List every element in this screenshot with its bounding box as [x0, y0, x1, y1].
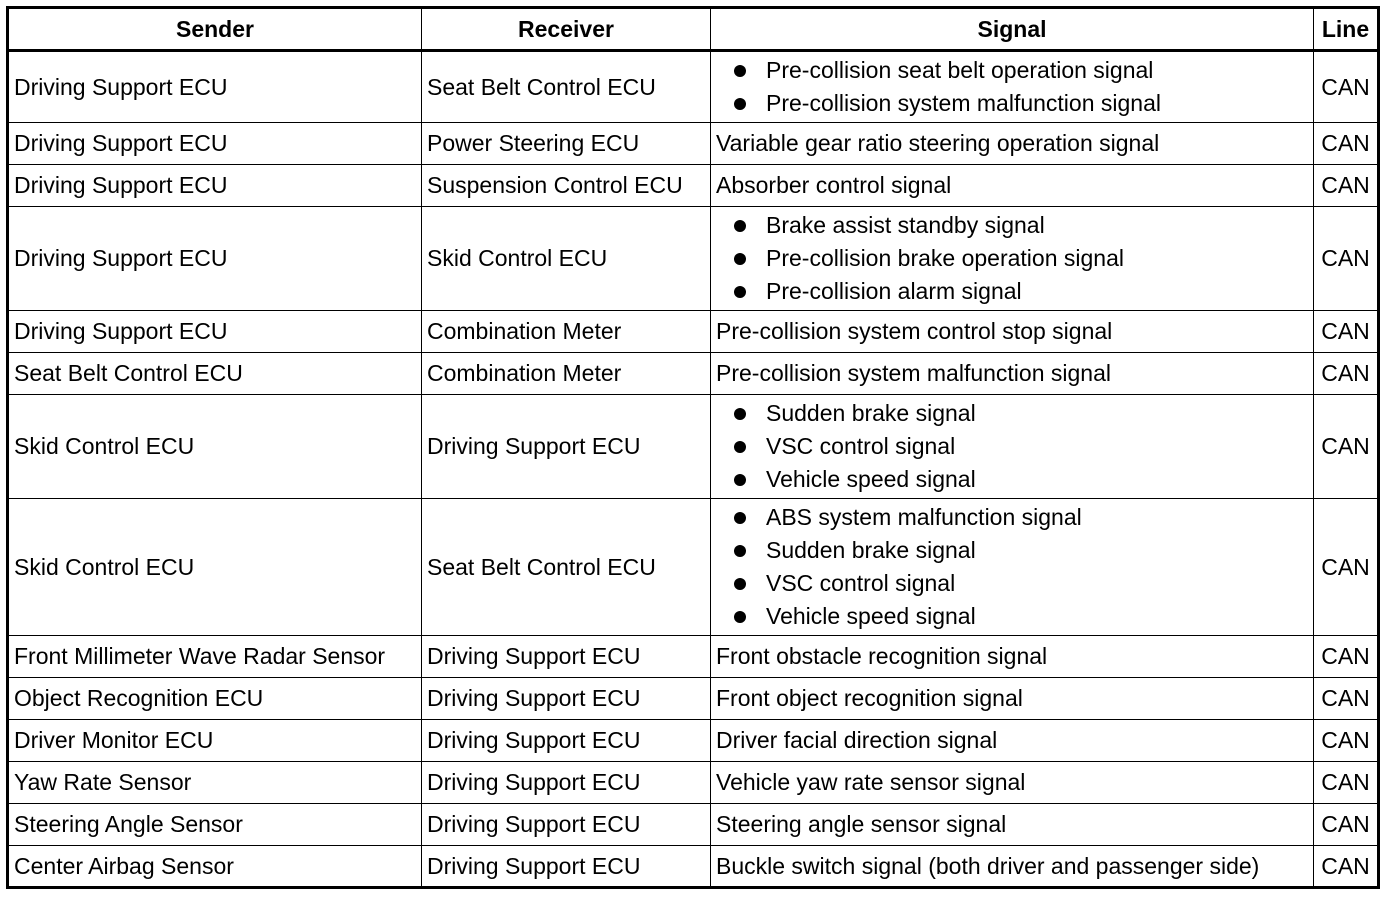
header-receiver: Receiver: [422, 8, 711, 51]
sender-cell: Driving Support ECU: [8, 123, 422, 165]
signal-text: Pre-collision brake operation signal: [766, 245, 1124, 271]
signal-cell: [711, 395, 1314, 499]
signal-cell: [711, 311, 1314, 353]
signal-text: ABS system malfunction signal: [766, 504, 1082, 530]
signal-list-item: [728, 242, 1308, 275]
signal-cell: [711, 846, 1314, 888]
sender-cell: Steering Angle Sensor: [8, 804, 422, 846]
table-row: [8, 762, 1379, 804]
sender-cell: Driving Support ECU: [8, 207, 422, 311]
sender-cell: Object Recognition ECU: [8, 678, 422, 720]
signal-text: Variable gear ratio steering operation signal: [716, 130, 1160, 156]
header-line: Line: [1314, 8, 1379, 51]
signal-text: Sudden brake signal: [766, 400, 976, 426]
signal-list-item: [728, 430, 1308, 463]
signal-cell: [711, 207, 1314, 311]
bullet-icon: [734, 578, 746, 590]
receiver-cell: Skid Control ECU: [422, 207, 711, 311]
table-row: [8, 353, 1379, 395]
line-cell: CAN: [1314, 636, 1379, 678]
bullet-icon: [734, 98, 746, 110]
signal-text: Steering angle sensor signal: [716, 811, 1007, 837]
line-cell: CAN: [1314, 395, 1379, 499]
sender-cell: Skid Control ECU: [8, 499, 422, 636]
signal-cell: [711, 123, 1314, 165]
signal-cell: [711, 762, 1314, 804]
receiver-cell: Driving Support ECU: [422, 762, 711, 804]
bullet-icon: [734, 545, 746, 557]
signal-text: VSC control signal: [766, 570, 956, 596]
signal-text: Brake assist standby signal: [766, 212, 1045, 238]
receiver-cell: Driving Support ECU: [422, 846, 711, 888]
table-row: [8, 311, 1379, 353]
signal-text: Vehicle yaw rate sensor signal: [716, 769, 1026, 795]
table-row: [8, 846, 1379, 888]
receiver-cell: Seat Belt Control ECU: [422, 51, 711, 123]
bullet-icon: [734, 286, 746, 298]
signal-text: Driver facial direction signal: [716, 727, 998, 753]
signal-cell: [711, 165, 1314, 207]
signal-list-item: [728, 463, 1308, 496]
bullet-icon: [734, 611, 746, 623]
sender-cell: Skid Control ECU: [8, 395, 422, 499]
signal-text: Absorber control signal: [716, 172, 952, 198]
line-cell: CAN: [1314, 846, 1379, 888]
signal-list: [716, 395, 1308, 498]
sender-cell: Driving Support ECU: [8, 165, 422, 207]
sender-cell: Driving Support ECU: [8, 51, 422, 123]
line-cell: CAN: [1314, 804, 1379, 846]
sender-cell: Front Millimeter Wave Radar Sensor: [8, 636, 422, 678]
line-cell: CAN: [1314, 762, 1379, 804]
bullet-icon: [734, 441, 746, 453]
signal-text: Pre-collision system malfunction signal: [716, 360, 1111, 386]
signal-list-item: [728, 600, 1308, 633]
signal-cell: [711, 804, 1314, 846]
signal-text: Front obstacle recognition signal: [716, 643, 1048, 669]
sender-cell: Driver Monitor ECU: [8, 720, 422, 762]
signal-text: Pre-collision alarm signal: [766, 278, 1022, 304]
bullet-icon: [734, 65, 746, 77]
receiver-cell: Combination Meter: [422, 353, 711, 395]
signal-text: Buckle switch signal (both driver and passenger side): [716, 852, 1260, 879]
receiver-cell: Combination Meter: [422, 311, 711, 353]
table-row: [8, 395, 1379, 499]
signal-list: [716, 52, 1308, 122]
line-cell: CAN: [1314, 499, 1379, 636]
table-row: [8, 207, 1379, 311]
line-cell: CAN: [1314, 353, 1379, 395]
header-sender: Sender: [8, 8, 422, 51]
line-cell: CAN: [1314, 165, 1379, 207]
table-row: [8, 636, 1379, 678]
signal-text: Pre-collision system malfunction signal: [766, 90, 1161, 116]
sender-cell: Yaw Rate Sensor: [8, 762, 422, 804]
signal-text: Vehicle speed signal: [766, 466, 976, 492]
sender-cell: Seat Belt Control ECU: [8, 353, 422, 395]
table-header: [8, 8, 1379, 51]
signal-list-item: [728, 567, 1308, 600]
signal-text: Pre-collision seat belt operation signal: [766, 57, 1154, 83]
line-cell: CAN: [1314, 720, 1379, 762]
signal-list-item: [728, 501, 1308, 534]
receiver-cell: Driving Support ECU: [422, 395, 711, 499]
receiver-cell: Power Steering ECU: [422, 123, 711, 165]
receiver-cell: Seat Belt Control ECU: [422, 499, 711, 636]
line-cell: CAN: [1314, 207, 1379, 311]
bullet-icon: [734, 474, 746, 486]
header-signal: Signal: [711, 8, 1314, 51]
signal-list-item: [728, 209, 1308, 242]
line-cell: CAN: [1314, 51, 1379, 123]
sender-cell: Driving Support ECU: [8, 311, 422, 353]
sender-cell: Center Airbag Sensor: [8, 846, 422, 888]
signal-cell: [711, 636, 1314, 678]
bullet-icon: [734, 220, 746, 232]
table-row: [8, 165, 1379, 207]
signal-list-item: [728, 534, 1308, 567]
table-body: [8, 51, 1379, 888]
header-row: [8, 8, 1379, 51]
signal-text: Pre-collision system control stop signal: [716, 318, 1113, 344]
signal-cell: [711, 678, 1314, 720]
line-cell: CAN: [1314, 123, 1379, 165]
receiver-cell: Driving Support ECU: [422, 636, 711, 678]
signal-cell: [711, 353, 1314, 395]
signal-cell: [711, 51, 1314, 123]
signal-list-item: [728, 87, 1308, 120]
line-cell: CAN: [1314, 311, 1379, 353]
table-row: [8, 51, 1379, 123]
signal-cell: [711, 720, 1314, 762]
signal-text: Vehicle speed signal: [766, 603, 976, 629]
signal-list-item: [728, 54, 1308, 87]
signal-list-item: [728, 275, 1308, 308]
signal-list: [716, 499, 1308, 635]
receiver-cell: Driving Support ECU: [422, 720, 711, 762]
signal-cell: [711, 499, 1314, 636]
signal-text: Front object recognition signal: [716, 685, 1023, 711]
table-row: [8, 720, 1379, 762]
receiver-cell: Driving Support ECU: [422, 678, 711, 720]
line-cell: CAN: [1314, 678, 1379, 720]
bullet-icon: [734, 408, 746, 420]
table-row: [8, 499, 1379, 636]
signal-text: Sudden brake signal: [766, 537, 976, 563]
bullet-icon: [734, 253, 746, 265]
signal-list: [716, 207, 1308, 310]
signal-text: VSC control signal: [766, 433, 956, 459]
signal-table: [6, 6, 1380, 889]
receiver-cell: Suspension Control ECU: [422, 165, 711, 207]
receiver-cell: Driving Support ECU: [422, 804, 711, 846]
table-row: [8, 678, 1379, 720]
bullet-icon: [734, 512, 746, 524]
table-row: [8, 804, 1379, 846]
table-row: [8, 123, 1379, 165]
signal-list-item: [728, 397, 1308, 430]
